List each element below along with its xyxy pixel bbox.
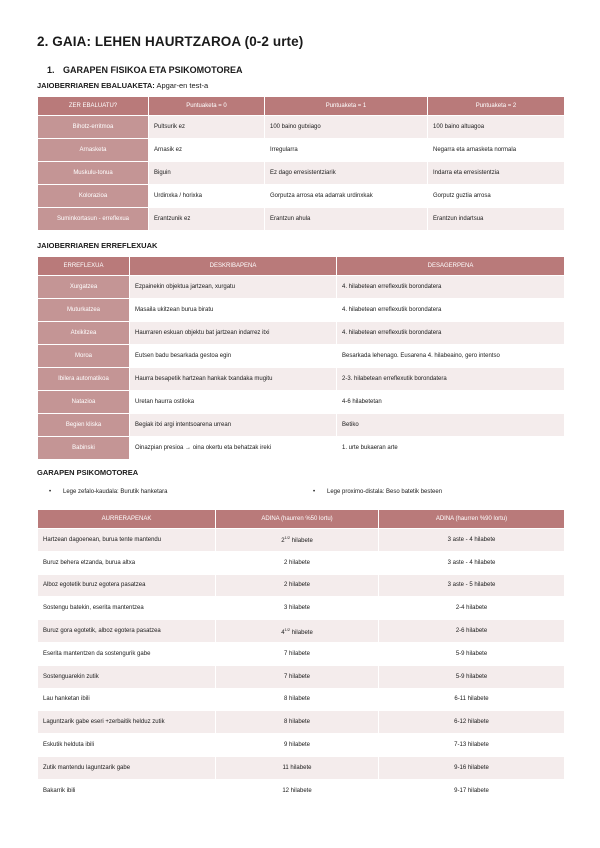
reflex-row xyxy=(38,391,565,414)
apgar-criterion: Suminkortasun - erreflexua xyxy=(38,208,149,231)
apgar-cell: 100 baino altuagoa xyxy=(428,116,565,139)
reflex-cell: Masaila ukitzean burua biratu xyxy=(130,299,337,322)
apgar-cell: Erantzunik ez xyxy=(149,208,265,231)
milestone-skill: Sostenguarekin zutik xyxy=(38,665,216,688)
apgar-cell: Urdinxka / horixka xyxy=(149,185,265,208)
reflex-row xyxy=(38,437,565,460)
milestones-table xyxy=(37,509,565,803)
milestone-age-90: 7-13 hilabete xyxy=(379,734,565,757)
apgar-table xyxy=(37,96,565,231)
milestones-col-header: ADINA (haurren %50 lortu) xyxy=(216,510,379,529)
milestone-age-90: 2-6 hilabete xyxy=(379,620,565,643)
reflex-cell: Haurraren eskuan objektu bat jartzean indarrez itxi xyxy=(130,322,337,345)
reflexes-header-row xyxy=(38,257,565,276)
apgar-cell: Irregularra xyxy=(265,139,428,162)
reflex-name: Babinski xyxy=(38,437,130,460)
reflex-name: Xurgatzea xyxy=(38,276,130,299)
apgar-criterion: Kolorazioa xyxy=(38,185,149,208)
milestone-row xyxy=(38,756,565,779)
milestones-col-header: AURRERAPENAK xyxy=(38,510,216,529)
milestone-row xyxy=(38,688,565,711)
reflex-name: Atxikitzea xyxy=(38,322,130,345)
law-text: Lege proximo-distala: Beso batetik besteen xyxy=(327,489,443,495)
reflex-name: Muturkatzea xyxy=(38,299,130,322)
apgar-row xyxy=(38,116,565,139)
apgar-criterion: Arnasketa xyxy=(38,139,149,162)
milestone-skill: Laguntzarik gabe eseri +zerbaitik helduz zutik xyxy=(38,711,216,734)
bullet-icon: • xyxy=(313,489,316,495)
reflexes-col-header: ERREFLEXUA xyxy=(38,257,130,276)
milestone-skill: Buruz gora egotetik, alboz egotera pasatzea xyxy=(38,620,216,643)
apgar-cell: 100 baino gutxiago xyxy=(265,116,428,139)
reflex-name: Natazioa xyxy=(38,391,130,414)
bullet-icon: • xyxy=(49,489,52,495)
apgar-heading-bold: JAIOBERRIAREN EBALUAKETA: xyxy=(37,81,155,90)
milestone-age-50 xyxy=(216,620,379,643)
milestone-age-90: 9-17 hilabete xyxy=(379,779,565,802)
apgar-cell: Negarra eta arnasketa normala xyxy=(428,139,565,162)
reflex-row xyxy=(38,414,565,437)
milestone-skill: Lau hanketan ibili xyxy=(38,688,216,711)
milestone-age-90: 3 aste - 5 hilabete xyxy=(379,574,565,597)
milestone-row xyxy=(38,642,565,665)
subsection-number: 1. xyxy=(47,65,55,75)
law-bullet xyxy=(49,489,167,495)
law-text: Lege zefalo-kaudala: Burutik hanketara xyxy=(63,489,168,495)
milestone-age-90: 3 aste - 4 hilabete xyxy=(379,529,565,552)
reflex-cell: Eutsen badu besarkada gestoa egin xyxy=(130,345,337,368)
age-50-value: 2 hilabete xyxy=(283,582,311,589)
milestone-age-90: 6-12 hilabete xyxy=(379,711,565,734)
apgar-row xyxy=(38,185,565,208)
age-50-value: 2 xyxy=(281,538,285,545)
milestone-row xyxy=(38,529,565,552)
reflex-row xyxy=(38,322,565,345)
subsection-label: GARAPEN FISIKOA ETA PSIKOMOTOREA xyxy=(63,65,243,75)
milestone-skill: Alboz egotetik buruz egotera pasatzea xyxy=(38,574,216,597)
milestone-row xyxy=(38,711,565,734)
age-50-value: 2 hilabete xyxy=(283,559,311,566)
apgar-cell: Gorputza arrosa eta adarrak urdinxkak xyxy=(265,185,428,208)
apgar-cell: Arnasik ez xyxy=(149,139,265,162)
milestone-age-50 xyxy=(216,642,379,665)
milestone-age-50 xyxy=(216,779,379,802)
reflex-cell: 4. hilabetean erreflexutik borondatera xyxy=(337,276,565,299)
milestone-age-90: 9-16 hilabete xyxy=(379,756,565,779)
milestone-row xyxy=(38,779,565,802)
reflex-cell: Betiko xyxy=(337,414,565,437)
reflex-row xyxy=(38,345,565,368)
apgar-row xyxy=(38,162,565,185)
reflex-cell: 2-3. hilabetean erreflexutik borondatera xyxy=(337,368,565,391)
reflex-cell: Besarkada lehenago. Eusarena 4. hilabeaino, gero intentso xyxy=(337,345,565,368)
apgar-heading xyxy=(37,81,208,90)
milestone-row xyxy=(38,734,565,757)
milestone-skill: Sostengu batekin, eserita mantentzea xyxy=(38,597,216,620)
milestone-age-50 xyxy=(216,529,379,552)
apgar-row xyxy=(38,139,565,162)
reflexes-heading: JAIOBERRIAREN ERREFLEXUAK xyxy=(37,241,158,250)
reflexes-table xyxy=(37,256,565,460)
reflex-cell: Begiak itxi argi intentsoarena urrean xyxy=(130,414,337,437)
age-50-unit: hilabete xyxy=(291,538,313,545)
reflex-cell: 4. hilabetean erreflexutik borondatera xyxy=(337,322,565,345)
age-50-value: 12 hilabete xyxy=(282,787,312,794)
reflex-cell: Oinazpian presioa → oina okertu eta behatzak ireki xyxy=(130,437,337,460)
apgar-cell: Indarra eta erresistentzia xyxy=(428,162,565,185)
milestone-row xyxy=(38,620,565,643)
reflex-row xyxy=(38,299,565,322)
psychomotor-heading: GARAPEN PSIKOMOTOREA xyxy=(37,468,139,477)
milestone-age-50 xyxy=(216,711,379,734)
reflex-cell: 4-6 hilabetetan xyxy=(337,391,565,414)
milestone-skill: Bakarrik ibili xyxy=(38,779,216,802)
milestone-skill: Buruz behera etzanda, burua altxa xyxy=(38,551,216,574)
apgar-heading-rest: Apgar-en test-a xyxy=(154,81,209,90)
milestone-row xyxy=(38,574,565,597)
reflex-name: Begien kliska xyxy=(38,414,130,437)
milestones-header-row xyxy=(38,510,565,529)
milestone-age-50 xyxy=(216,665,379,688)
law-bullet xyxy=(313,489,442,495)
reflex-cell: 1. urte bukaeran arte xyxy=(337,437,565,460)
page-title: 2. GAIA: LEHEN HAURTZAROA (0-2 urte) xyxy=(37,34,304,49)
milestone-row xyxy=(38,551,565,574)
milestone-age-50 xyxy=(216,688,379,711)
age-50-fraction: 1/2 xyxy=(284,626,291,632)
age-50-value: 4 xyxy=(281,629,285,636)
subsection-heading xyxy=(47,65,243,75)
age-50-value: 7 hilabete xyxy=(283,673,311,680)
milestone-age-90: 5-9 hilabete xyxy=(379,642,565,665)
milestone-skill: Eserita mantentzen da sostengurik gabe xyxy=(38,642,216,665)
age-50-value: 8 hilabete xyxy=(283,719,311,726)
milestone-age-90: 2-4 hilabete xyxy=(379,597,565,620)
reflex-cell: 4. hilabetean erreflexutik borondatera xyxy=(337,299,565,322)
age-50-value: 11 hilabete xyxy=(282,764,312,771)
age-50-value: 9 hilabete xyxy=(283,742,311,749)
age-50-value: 7 hilabete xyxy=(283,650,311,657)
reflex-row xyxy=(38,368,565,391)
apgar-header-row xyxy=(38,97,565,116)
reflex-cell: Uretan haurra ostiloka xyxy=(130,391,337,414)
milestone-age-90: 6-11 hilabete xyxy=(379,688,565,711)
apgar-cell: Erantzun indartsua xyxy=(428,208,565,231)
milestone-age-50 xyxy=(216,574,379,597)
apgar-col-header: Puntuaketa = 0 xyxy=(149,97,265,116)
reflex-row xyxy=(38,276,565,299)
milestone-skill: Hartzean dagoenean, burua tente mantendu xyxy=(38,529,216,552)
apgar-cell: Gorputz guztia arrosa xyxy=(428,185,565,208)
age-50-value: 8 hilabete xyxy=(283,696,311,703)
age-50-value: 3 hilabete xyxy=(283,605,311,612)
reflexes-col-header: DESAGERPENA xyxy=(337,257,565,276)
milestone-age-90: 5-9 hilabete xyxy=(379,665,565,688)
milestone-row xyxy=(38,597,565,620)
reflex-name: Ibilera automatikoa xyxy=(38,368,130,391)
milestone-age-50 xyxy=(216,597,379,620)
apgar-cell: Pultsurik ez xyxy=(149,116,265,139)
milestone-skill: Zutik mantendu laguntzarik gabe xyxy=(38,756,216,779)
reflex-cell: Ezpainekin objektua jartzean, xurgatu xyxy=(130,276,337,299)
milestones-col-header: ADINA (haurren %90 lortu) xyxy=(379,510,565,529)
apgar-col-header: Puntuaketa = 1 xyxy=(265,97,428,116)
milestone-age-50 xyxy=(216,734,379,757)
reflex-cell: Haurra besapetik hartzean hankak txandaka mugitu xyxy=(130,368,337,391)
apgar-cell: Erantzun ahula xyxy=(265,208,428,231)
reflex-name: Moroa xyxy=(38,345,130,368)
apgar-row xyxy=(38,208,565,231)
apgar-cell: Biguin xyxy=(149,162,265,185)
apgar-criterion: Bihotz-erritmoa xyxy=(38,116,149,139)
reflexes-col-header: DESKRIBAPENA xyxy=(130,257,337,276)
age-50-unit: hilabete xyxy=(291,629,313,636)
milestone-age-50 xyxy=(216,551,379,574)
age-50-fraction: 1/2 xyxy=(284,535,291,541)
milestone-row xyxy=(38,665,565,688)
milestone-age-50 xyxy=(216,756,379,779)
milestone-skill: Eskutik helduta ibili xyxy=(38,734,216,757)
apgar-criterion: Muskulu-tonua xyxy=(38,162,149,185)
apgar-cell: Ez dago erresistentziarik xyxy=(265,162,428,185)
apgar-col-header: ZER EBALUATU? xyxy=(38,97,149,116)
milestone-age-90: 3 aste - 4 hilabete xyxy=(379,551,565,574)
apgar-col-header: Puntuaketa = 2 xyxy=(428,97,565,116)
